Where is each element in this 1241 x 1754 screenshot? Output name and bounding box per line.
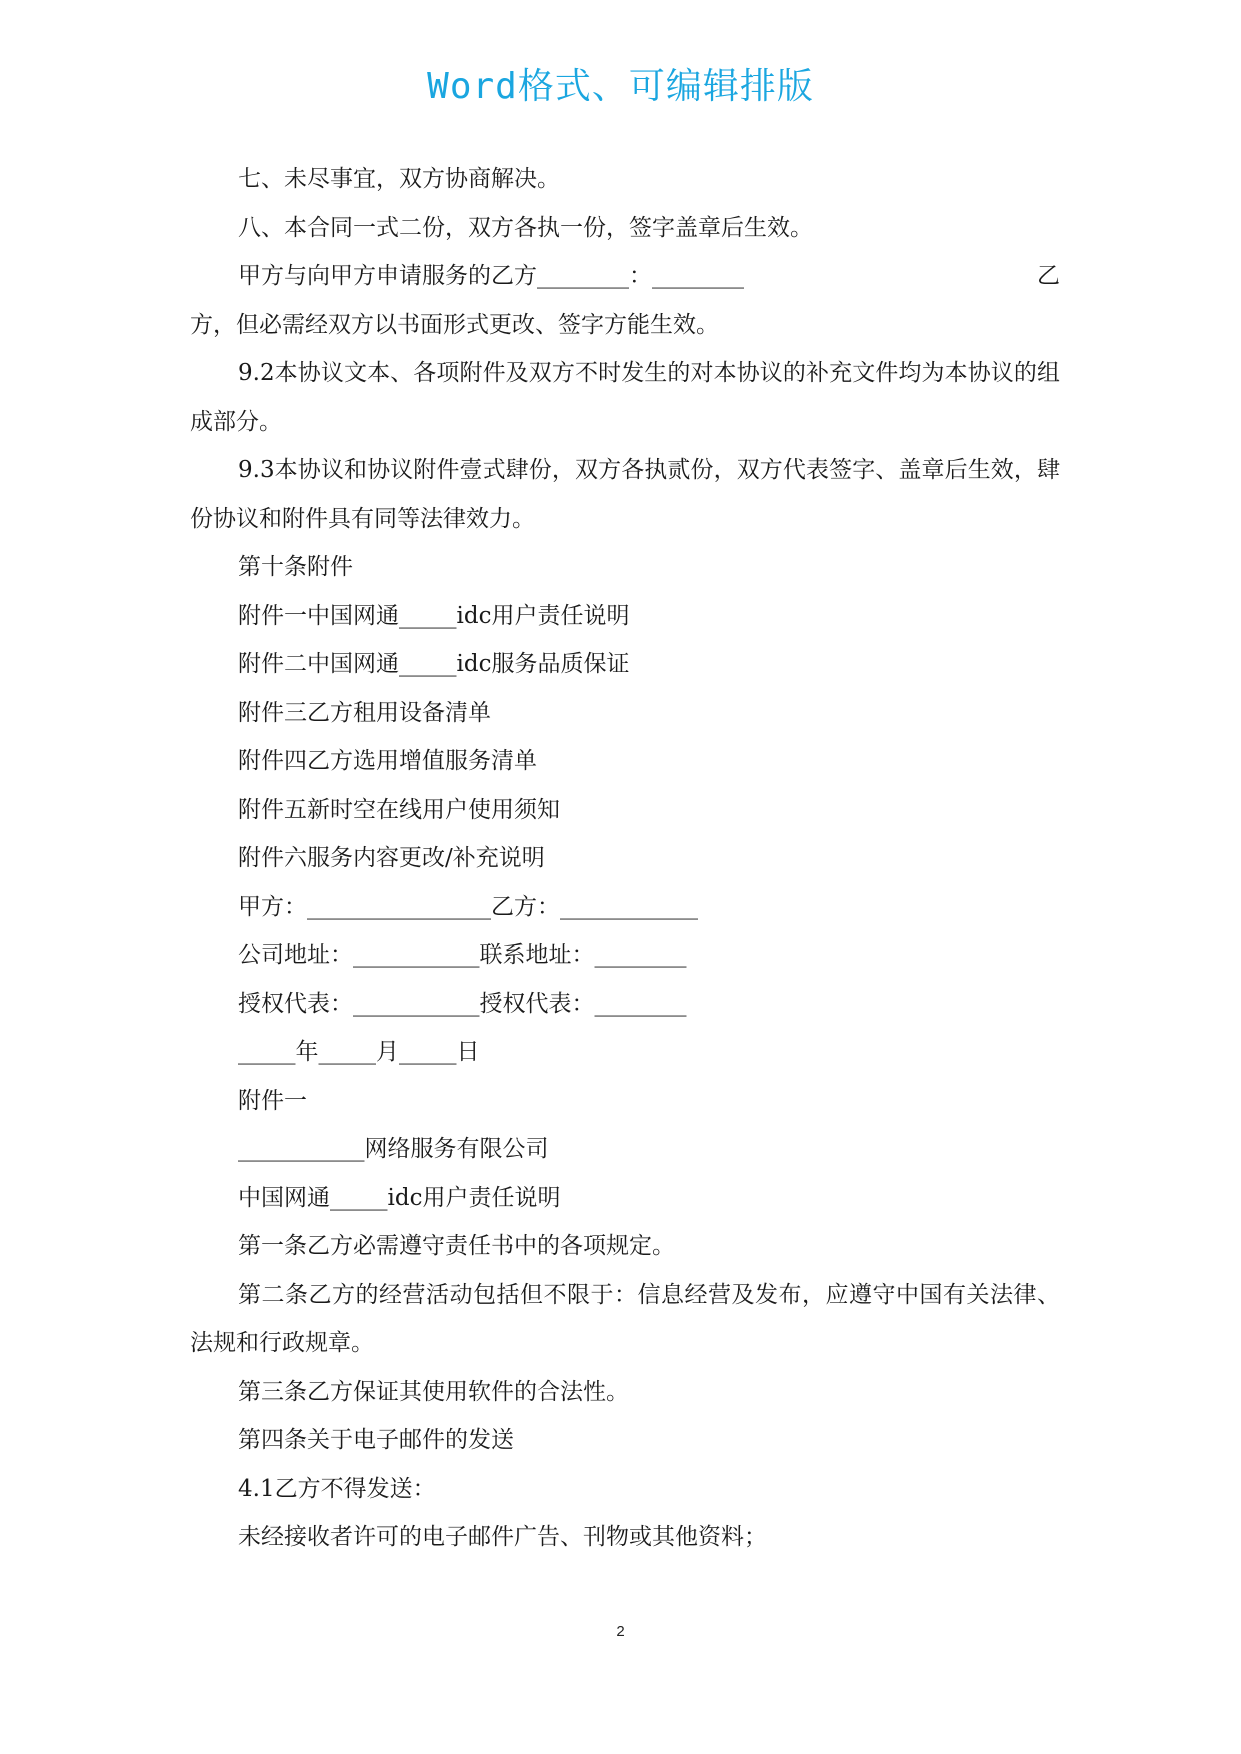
attachment-item: 附件六服务内容更改/补充说明 (238, 845, 545, 871)
paragraph: 9.3本协议和协议附件壹式肆份，双方各执贰份，双方代表签字、盖章后生效，肆份协议和附件具有同等法律效力。 (190, 457, 1060, 532)
header-title: Word格式、可编辑排版 (427, 66, 814, 107)
paragraph: 八、本合同一式二份，双方各执一份，签字盖章后生效。 (238, 214, 813, 241)
paragraph: 第二条乙方的经营活动包括但不限于：信息经营及发布，应遵守中国有关法律、法规和行政规章。 (190, 1281, 1060, 1356)
paragraph: 第三条乙方保证其使用软件的合法性。 (238, 1378, 629, 1405)
attachment-item: 附件三乙方租用设备清单 (238, 699, 491, 726)
paragraph-left-text: 甲方与向甲方申请服务的乙方________：________ (238, 263, 744, 289)
paragraph: 9.2本协议文本、各项附件及双方不时发生的对本协议的补充文件均为本协议的组成部分。 (190, 360, 1060, 435)
attachment-item: 附件四乙方选用增值服务清单 (238, 748, 537, 774)
paragraph: 4.1乙方不得发送： (238, 1475, 436, 1502)
paragraph: 第一条乙方必需遵守责任书中的各项规定。 (238, 1233, 675, 1259)
section-heading: 第十条附件 (238, 554, 353, 580)
attachment-item: 附件二中国网通_____idc服务品质保证 (238, 651, 630, 677)
attachment-item: 附件五新时空在线用户使用须知 (238, 796, 560, 823)
company-name-line: ___________网络服务有限公司 (238, 1136, 549, 1162)
section-heading: 附件一 (238, 1087, 307, 1114)
paragraph-right-text: 乙 (1037, 263, 1060, 289)
signature-field: 甲方：________________乙方：____________ (238, 893, 698, 920)
signature-field: 公司地址：___________联系地址：________ (238, 942, 687, 968)
paragraph: 未经接收者许可的电子邮件广告、刊物或其他资料； (238, 1524, 767, 1550)
document-body (190, 155, 1060, 1562)
date-field: _____年_____月_____日 (238, 1039, 480, 1065)
page-number: 2 (616, 1623, 625, 1640)
document-subtitle: 中国网通_____idc用户责任说明 (238, 1184, 561, 1211)
signature-field: 授权代表：___________授权代表：________ (238, 990, 687, 1017)
attachment-item: 附件一中国网通_____idc用户责任说明 (238, 602, 630, 629)
paragraph: 七、未尽事宜，双方协商解决。 (238, 166, 560, 192)
paragraph-signature-line (190, 252, 1060, 301)
paragraph: 方，但必需经双方以书面形式更改、签字方能生效。 (190, 311, 719, 338)
section-heading: 第四条关于电子邮件的发送 (238, 1427, 514, 1453)
